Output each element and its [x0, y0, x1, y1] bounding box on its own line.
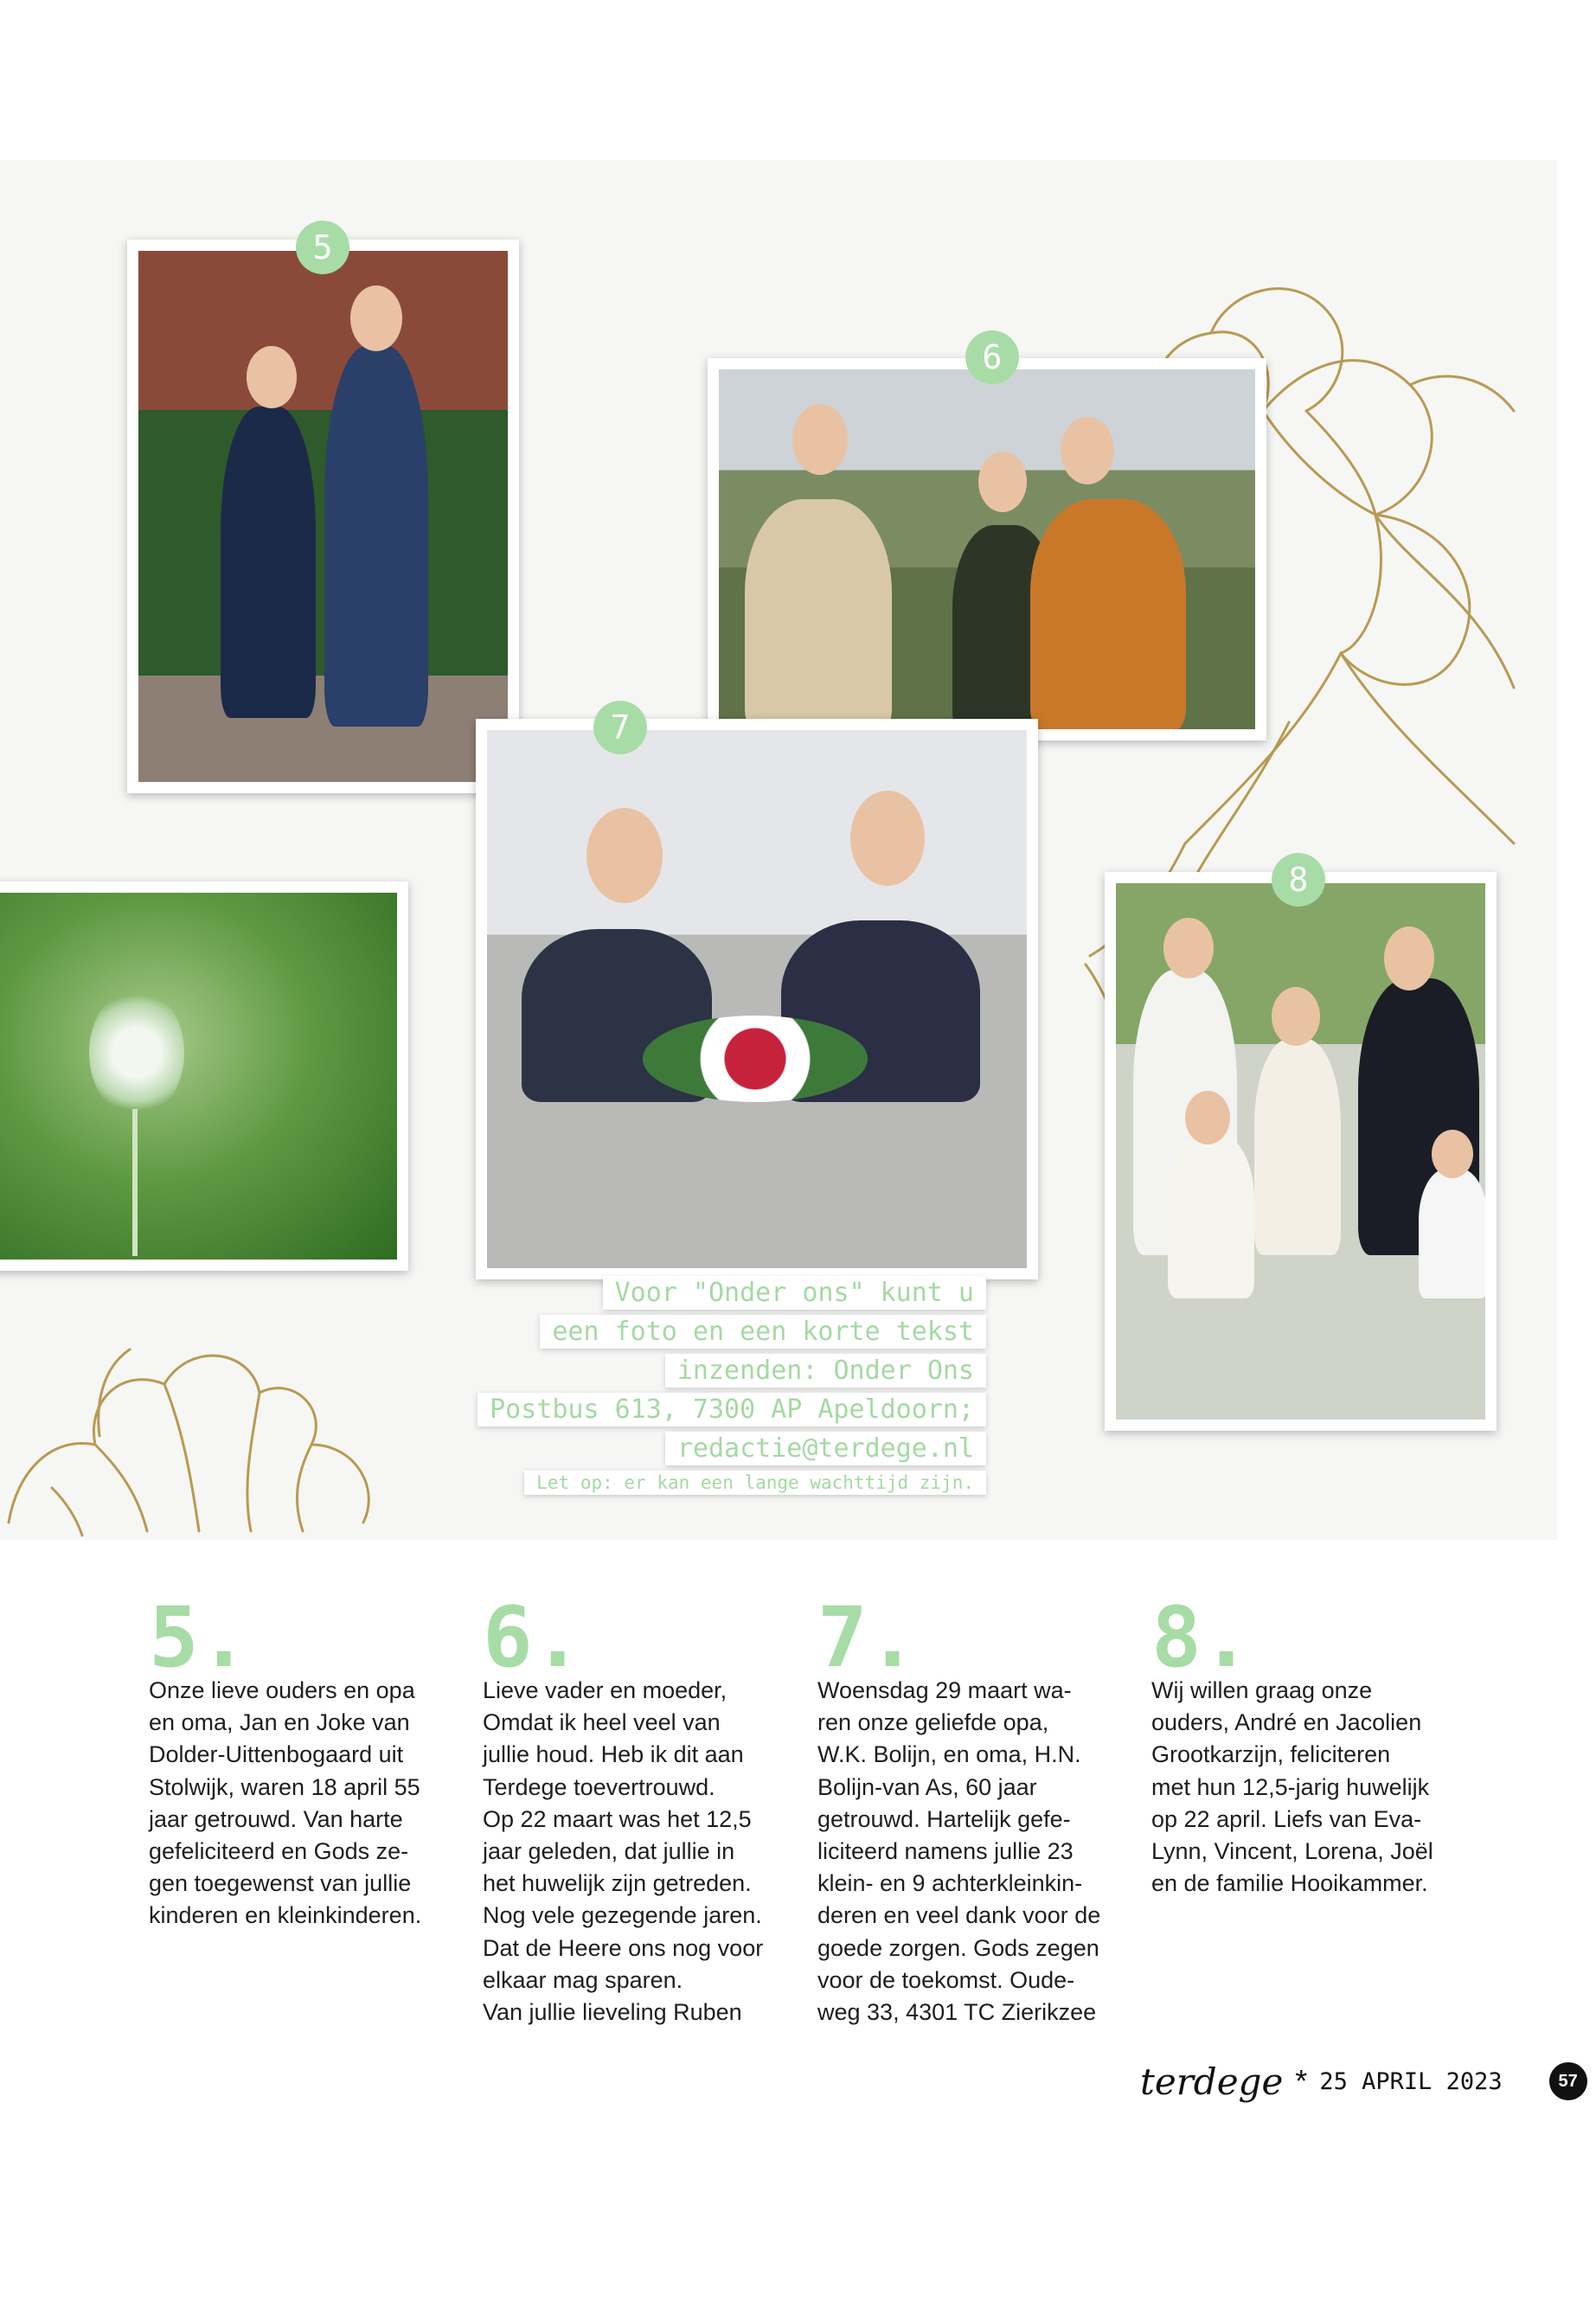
entry-text: Woensdag 29 maart wa- ren onze geliefde opa, W.K. Bolijn, en oma, H.N. Bolijn-van As, 60 jaar getrouwd. Hartelijk gefe- liciteerd namens jullie 23 klein- en 9 achterkleinkin- deren en veel dank voor de goede zorgen. Gods zegen voor de toekomst. Oude- weg 33, 4301 TC Zierikzee [817, 1677, 1101, 2026]
entry-number: 7. [817, 1589, 918, 1686]
photo-6-family [719, 369, 1255, 729]
photo-5-badge: 5 [296, 221, 349, 274]
entry-7 [817, 1589, 1129, 2029]
photo-8-frame [1105, 872, 1497, 1431]
photo-5-couple [138, 251, 508, 782]
photo-grass-flower [0, 893, 397, 1259]
submission-note: Let op: er kan een lange wachttijd zijn. [524, 1471, 986, 1495]
entry-number: 6. [483, 1589, 583, 1686]
entry-5 [149, 1589, 460, 1932]
entry-text: Onze lieve ouders en opa en oma, Jan en Joke van Dolder-Uittenbogaard uit Stolwijk, waren 18 april 55 jaar getrouwd. Van harte gefeliciteerd en Gods ze- gen toegewenst van jullie kinderen en kleinkinderen. [149, 1677, 422, 1929]
submission-line: een foto en een korte tekst [540, 1315, 986, 1349]
magazine-logo: terdege [1140, 2060, 1284, 2103]
photo-7-badge: 7 [593, 701, 647, 754]
line-art-flower-left [0, 1315, 450, 1540]
submission-info [450, 1276, 986, 1500]
photo-8-badge: 8 [1272, 853, 1325, 907]
page-number: 57 [1549, 2062, 1587, 2100]
separator-star: * [1295, 2063, 1308, 2099]
page-footer [1140, 2057, 1587, 2106]
photo-8-family [1116, 883, 1485, 1420]
issue-date: 25 APRIL 2023 [1319, 2067, 1503, 2095]
entry-6 [483, 1589, 794, 2029]
entry-text: Lieve vader en moeder, Omdat ik heel veel van jullie houd. Heb ik dit aan Terdege toevertrouwd. Op 22 maart was het 12,5 jaar geleden, dat jullie in het huwelijk zijn getreden. Nog vele gezegende jaren. Dat de Heere ons nog voor elkaar mag sparen. Van jullie lieveling Ruben [483, 1677, 764, 2026]
photo-5-frame [127, 240, 519, 793]
photo-7-elderly-couple [487, 730, 1027, 1268]
photo-flower-frame [0, 881, 408, 1271]
photo-7-frame [476, 719, 1038, 1279]
photo-6-badge: 6 [965, 330, 1019, 384]
submission-line: inzenden: Onder Ons [665, 1354, 986, 1388]
submission-line: Voor "Onder ons" kunt u [603, 1276, 986, 1310]
submission-address: Postbus 613, 7300 AP Apeldoorn; [478, 1393, 986, 1426]
submission-email[interactable]: redactie@terdege.nl [665, 1432, 986, 1465]
entry-number: 8. [1151, 1589, 1252, 1686]
entry-text: Wij willen graag onze ouders, André en Jacolien Grootkarzijn, feliciteren met hun 12,5-jarig huwelijk op 22 april. Liefs van Eva- Lynn, Vincent, Lorena, Joël en de familie Hooikammer. [1151, 1677, 1433, 1897]
entry-number: 5. [149, 1589, 249, 1686]
entry-8 [1151, 1589, 1463, 1900]
photo-6-frame [708, 358, 1266, 740]
